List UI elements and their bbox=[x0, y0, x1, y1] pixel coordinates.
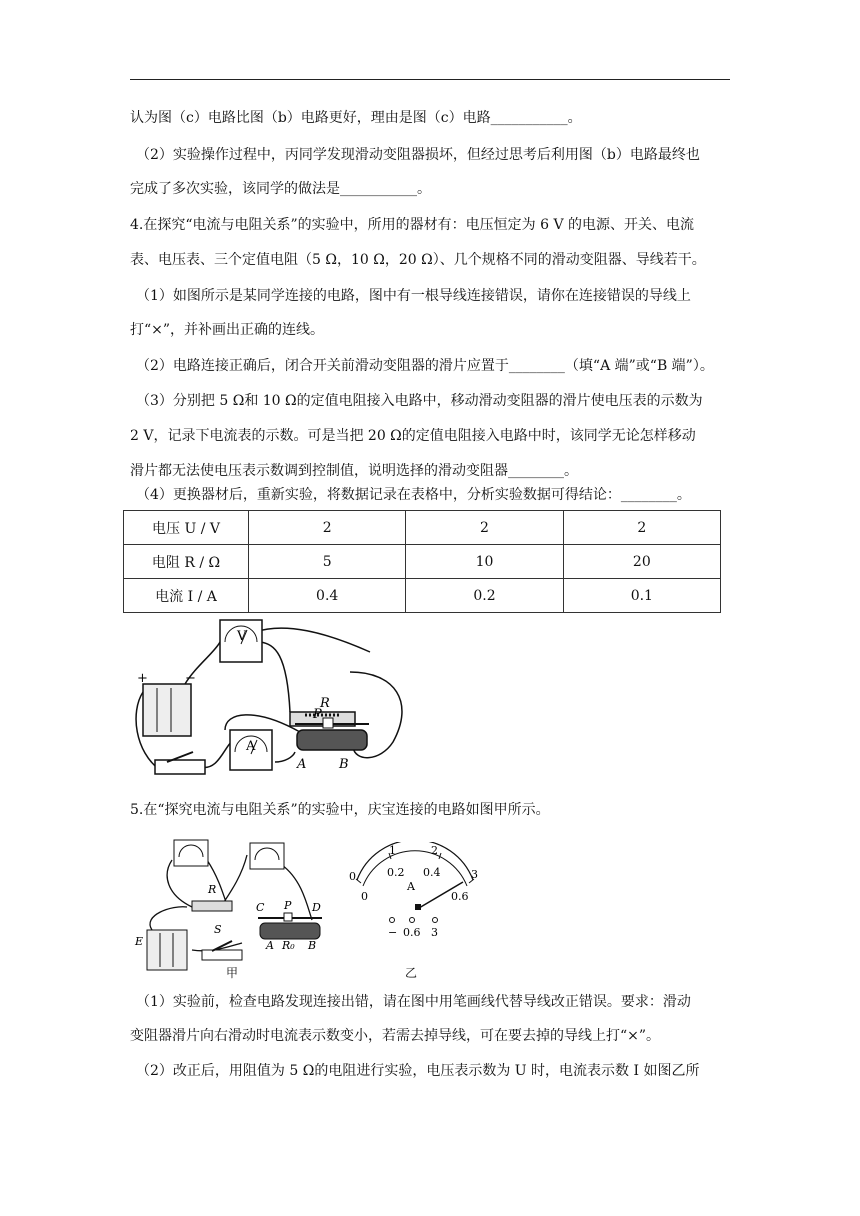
circuit-figure-1 bbox=[125, 612, 415, 790]
dial-unit: A bbox=[407, 880, 415, 893]
text-line: （4）更换器材后，重新实验，将数据记录在表格中，分析实验数据可得结论：________。 bbox=[136, 487, 691, 503]
terminal-label: 0.6 bbox=[403, 926, 421, 939]
table-row bbox=[124, 511, 721, 545]
terminal-b-label: B bbox=[339, 757, 349, 772]
battery-plus-label: + bbox=[137, 671, 148, 686]
voltmeter-label: V bbox=[237, 629, 247, 644]
resistor-label: R bbox=[208, 883, 217, 896]
terminal-b-label: B bbox=[308, 939, 317, 952]
table-row bbox=[124, 579, 721, 613]
table-cell: 2 bbox=[249, 511, 406, 545]
table-cell: 电流 I / A bbox=[124, 579, 249, 613]
slider-label: P bbox=[313, 707, 322, 722]
text-line: 4.在探究“电流与电阻关系”的实验中，所用的器材有：电压恒定为 6 V 的电源、开关、电流 bbox=[130, 217, 695, 233]
table-cell: 5 bbox=[249, 545, 406, 579]
text-line: 表、电压表、三个定值电阻（5 Ω，10 Ω，20 Ω）、几个规格不同的滑动变阻器、导线若干。 bbox=[130, 252, 706, 268]
table-cell: 0.1 bbox=[563, 579, 720, 613]
circuit-figure-jia bbox=[132, 835, 332, 983]
dial-tick: 2 bbox=[431, 844, 438, 857]
rheostat-label: R₀ bbox=[282, 939, 295, 952]
terminal-a-label: A bbox=[297, 757, 307, 772]
text-line: （3）分别把 5 Ω和 10 Ω的定值电阻接入电路中，移动滑动变阻器的滑片使电压表的示数为 bbox=[136, 393, 703, 409]
table-cell: 0.2 bbox=[406, 579, 563, 613]
dial-tick: 0 bbox=[349, 870, 356, 883]
text-line: （2）实验操作过程中，丙同学发现滑动变阻器损坏，但经过思考后利用图（b）电路最终也 bbox=[136, 147, 700, 163]
battery-minus-label: − bbox=[185, 671, 196, 686]
battery-label: E bbox=[135, 935, 144, 948]
dial-tick: 0.6 bbox=[451, 890, 469, 903]
terminal-c-label: C bbox=[256, 901, 265, 914]
text-line: （2）电路连接正确后，闭合开关前滑动变阻器的滑片应置于________（填“A 端”或“B 端”）。 bbox=[136, 358, 714, 374]
header-rule bbox=[130, 79, 730, 80]
table-row bbox=[124, 545, 721, 579]
table-cell: 2 bbox=[563, 511, 720, 545]
ammeter-dial-yi bbox=[345, 842, 485, 940]
figure-caption-jia: 甲 bbox=[226, 966, 239, 980]
text-line: （2）改正后，用阻值为 5 Ω的电阻进行实验，电压表示数为 U 时，电流表示数 I 如图乙所 bbox=[136, 1063, 700, 1079]
terminal-label: − bbox=[388, 926, 398, 939]
text-line: 认为图（c）电路比图（b）电路更好，理由是图（c）电路___________。 bbox=[130, 110, 582, 126]
text-line: （1）实验前，检查电路发现连接出错，请在图中用笔画线代替导线改正错误。要求：滑动 bbox=[136, 994, 691, 1010]
text-line: （1）如图所示是某同学连接的电路，图中有一根导线连接错误，请你在连接错误的导线上 bbox=[136, 288, 691, 304]
text-line: 打“×”，并补画出正确的连线。 bbox=[130, 322, 325, 338]
dial-tick: 0.4 bbox=[423, 866, 441, 879]
slider-label: P bbox=[284, 899, 292, 912]
figure-caption-yi: 乙 bbox=[405, 966, 418, 980]
text-line: 变阻器滑片向右滑动时电流表示数变小，若需去掉导线，可在要去掉的导线上打“×”。 bbox=[130, 1028, 661, 1044]
dial-tick: 3 bbox=[471, 868, 478, 881]
table-cell: 10 bbox=[406, 545, 563, 579]
text-line: 完成了多次实验，该同学的做法是___________。 bbox=[130, 181, 431, 197]
ammeter-label: A bbox=[246, 739, 256, 754]
text-line: 5.在“探究电流与电阻关系”的实验中，庆宝连接的电路如图甲所示。 bbox=[130, 802, 550, 818]
table-cell: 电阻 R / Ω bbox=[124, 545, 249, 579]
switch-label: S bbox=[214, 923, 222, 936]
text-line: 2 V，记录下电流表的示数。可是当把 20 Ω的定值电阻接入电路中时，该同学无论怎样移动 bbox=[130, 428, 696, 444]
dial-tick: 1 bbox=[389, 844, 396, 857]
resistor-label: R bbox=[320, 696, 330, 711]
text-line: 滑片都无法使电压表示数调到控制值，说明选择的滑动变阻器________。 bbox=[130, 463, 578, 479]
terminal-d-label: D bbox=[312, 901, 321, 914]
terminal-a-label: A bbox=[266, 939, 274, 952]
table-cell: 0.4 bbox=[249, 579, 406, 613]
table-cell: 电压 U / V bbox=[124, 511, 249, 545]
table-cell: 20 bbox=[563, 545, 720, 579]
dial-tick: 0 bbox=[361, 890, 368, 903]
table-cell: 2 bbox=[406, 511, 563, 545]
data-table bbox=[123, 510, 721, 613]
dial-tick: 0.2 bbox=[387, 866, 405, 879]
terminal-label: 3 bbox=[431, 926, 438, 939]
